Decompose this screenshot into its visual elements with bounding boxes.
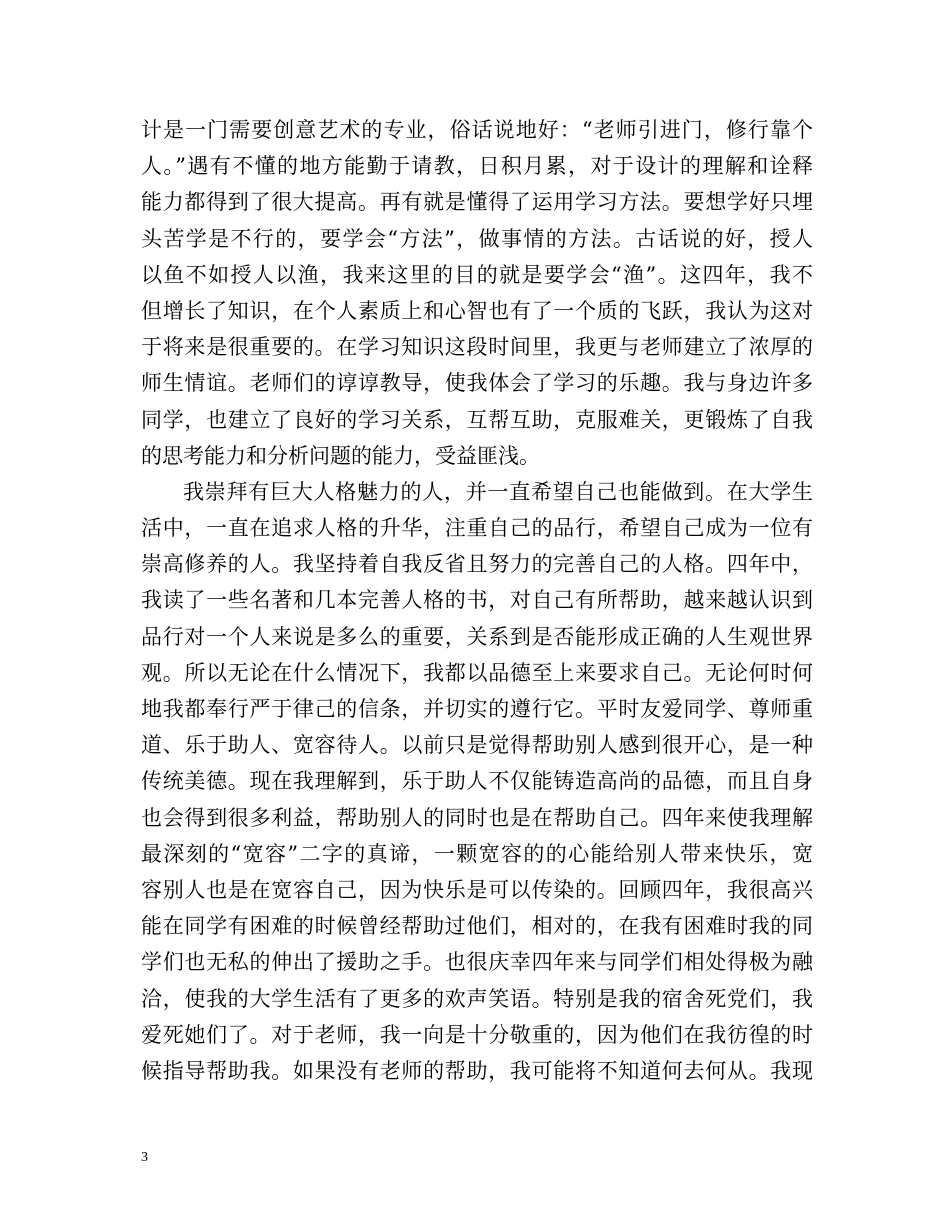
- text-line: 容别人也是在宽容自己，因为快乐是可以传染的。回顾四年，我很高兴: [141, 877, 813, 902]
- paragraph-1: [141, 112, 813, 474]
- body-text: [141, 112, 813, 1089]
- text-line: 能力都得到了很大提高。再有就是懂得了运用学习方法。要想学好只埋: [141, 190, 813, 215]
- text-line: 我读了一些名著和几本完善人格的书，对自己有所帮助，越来越认识到: [141, 588, 813, 613]
- text-line: 候指导帮助我。如果没有老师的帮助，我可能将不知道何去何从。我现: [141, 1058, 813, 1083]
- text-line: 计是一门需要创意艺术的专业，俗话说地好：“老师引进门，修行靠个: [141, 118, 813, 142]
- paragraph-2: [141, 474, 813, 1089]
- text-line: 以鱼不如授人以渔，我来这里的目的就是要学会“渔”。这四年，我不: [141, 262, 813, 287]
- text-line: 活中，一直在追求人格的升华，注重自己的品行，希望自己成为一位有: [141, 516, 813, 541]
- text-line: 但增长了知识，在个人素质上和心智也有了一个质的飞跃，我认为这对: [141, 298, 813, 323]
- text-line: 能在同学有困难的时候曾经帮助过他们，相对的，在我有困难时我的同: [141, 914, 813, 939]
- text-line: 道、乐于助人、宽容待人。以前只是觉得帮助别人感到很开心，是一种: [141, 733, 813, 758]
- text-line: 于将来是很重要的。在学习知识这段时间里，我更与老师建立了浓厚的: [141, 335, 813, 360]
- text-line: 品行对一个人来说是多么的重要，关系到是否能形成正确的人生观世界: [141, 624, 813, 649]
- text-line: 我崇拜有巨大人格魅力的人，并一直希望自己也能做到。在大学生: [183, 479, 813, 504]
- text-line: 也会得到很多利益，帮助别人的同时也是在帮助自己。四年来使我理解: [141, 805, 813, 830]
- text-line: 观。所以无论在什么情况下，我都以品德至上来要求自己。无论何时何: [141, 660, 813, 685]
- text-line: 人。”遇有不懂的地方能勤于请教，日积月累，对于设计的理解和诠释: [141, 154, 813, 179]
- text-line: 头苦学是不行的，要学会“方法”，做事情的方法。古话说的好，授人: [141, 226, 813, 251]
- text-line: 学们也无私的伸出了援助之手。也很庆幸四年来与同学们相处得极为融: [141, 950, 813, 975]
- text-line: 同学，也建立了良好的学习关系，互帮互助，克服难关，更锻炼了自我: [141, 407, 813, 432]
- page-number: 3: [141, 1150, 148, 1165]
- text-line: 师生情谊。老师们的谆谆教导，使我体会了学习的乐趣。我与身边许多: [141, 371, 813, 396]
- text-line: 地我都奉行严于律己的信条，并切实的遵行它。平时友爱同学、尊师重: [141, 697, 813, 721]
- text-line: 的思考能力和分析问题的能力，受益匪浅。: [141, 443, 540, 468]
- text-line: 洽，使我的大学生活有了更多的欢声笑语。特别是我的宿舍死党们，我: [141, 986, 813, 1011]
- text-line: 爱死她们了。对于老师，我一向是十分敬重的，因为他们在我彷徨的时: [141, 1022, 813, 1047]
- text-line: 最深刻的“宽容”二字的真谛，一颗宽容的的心能给别人带来快乐，宽: [141, 841, 813, 866]
- text-line: 传统美德。现在我理解到，乐于助人不仅能铸造高尚的品德，而且自身: [141, 769, 813, 794]
- text-line: 崇高修养的人。我坚持着自我反省且努力的完善自己的人格。四年中，: [141, 552, 813, 577]
